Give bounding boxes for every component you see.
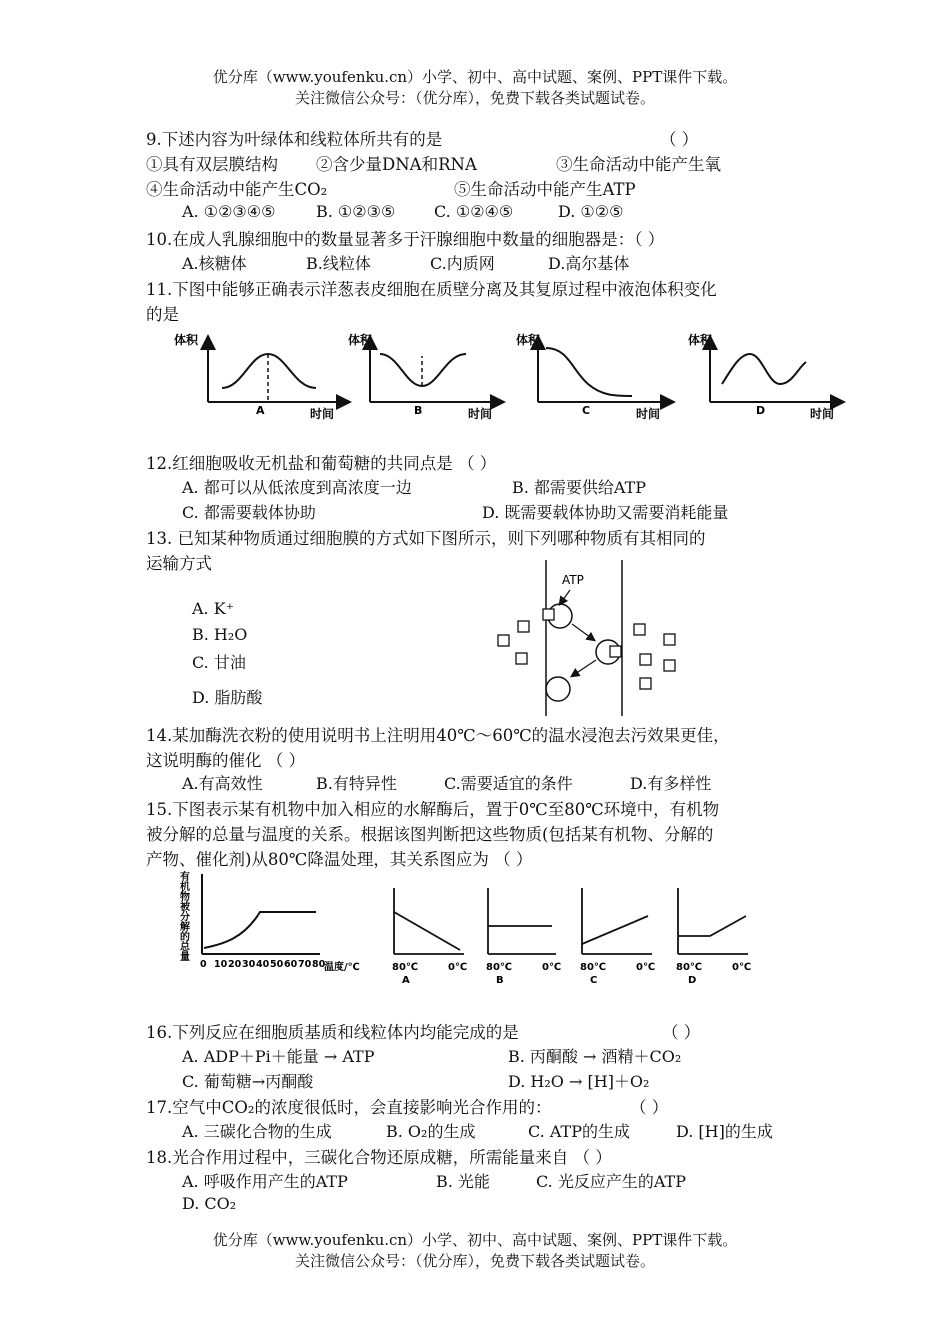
q11-graph-c [516,332,672,421]
q9-option-b: B. ①②③⑤ [316,202,396,221]
q15-a-label: A [402,975,410,986]
q10-stem: 10.在成人乳腺细胞中的数量显著多于汗腺细胞中数量的细胞器是：（ ） [146,230,665,249]
q13-option-b: B. H₂O [192,625,248,644]
q15-xtick: 30 [242,959,256,970]
q11-d-ylabel: 体积 [688,333,713,347]
q10-option-d: D.高尔基体 [548,254,630,273]
q11-a-curve [222,354,316,388]
q16-stem: 16.下列反应在细胞质基质和线粒体内均能完成的是 [146,1023,519,1042]
q15-c-line [582,916,648,944]
header-line-1: 优分库（www.youfenku.cn）小学、初中、高中试题、案例、PPT课件下载。 [212,68,738,86]
q12-option-c: C. 都需要载体协助 [182,503,316,522]
q13-membrane-diagram [490,558,690,718]
q10-option-a: A.核糖体 [182,254,247,273]
q9-stem: 9.下述内容为叶绿体和线粒体所共有的是 [146,130,443,149]
q13-option-d: D. 脂肪酸 [192,688,263,707]
q11-c-ylabel: 体积 [516,333,541,347]
q15-graph-c [580,888,655,986]
q9-item-4: ④生命活动中能产生CO₂ [146,180,328,199]
q17-option-d: D. [H]的生成 [676,1122,773,1141]
q15-a-x-left: 80℃ [392,962,419,973]
footer-line-2: 关注微信公众号：（优分库），免费下载各类试题试卷。 [294,1252,655,1270]
q15-xtick: 0 [200,959,207,970]
q11-c-label: C [582,404,591,417]
q15-d-label: D [688,975,697,986]
q18-option-a: A. 呼吸作用产生的ATP [182,1172,348,1191]
q15-main-graph [180,870,360,973]
q15-main-ylabel [180,870,191,963]
q15-graph-d [676,888,751,986]
q9-answer-blank: （ ） [660,130,699,149]
q15-a-line [394,912,460,950]
q13-option-c: C. 甘油 [192,653,246,672]
q12-stem: 12.红细胞吸收无机盐和葡萄糖的共同点是 （ ） [146,454,497,473]
q9-option-d: D. ①②⑤ [558,202,624,221]
q9-item-2: ②含少量DNA和RNA [316,155,477,174]
q11-a-label: A [256,404,265,417]
q15-xtick: 50 [270,959,284,970]
q11-stem-line-1: 11.下图中能够正确表示洋葱表皮细胞在质壁分离及其复原过程中液泡体积变化 [146,280,717,299]
q16-option-a: A. ADP＋Pi＋能量 → ATP [182,1047,375,1066]
q9-option-c: C. ①②④⑤ [434,202,514,221]
q9-item-5: ⑤生命活动中能产生ATP [454,180,636,199]
q11-b-curve [380,354,466,386]
q15-c-label: C [590,975,598,986]
q16-option-c: C. 葡萄糖→丙酮酸 [182,1072,314,1091]
footer-line-1: 优分库（www.youfenku.cn）小学、初中、高中试题、案例、PPT课件下载。 [212,1231,738,1249]
q14-option-c: C.需要适宜的条件 [444,774,573,793]
q11-d-curve [722,354,806,384]
q12-option-d: D. 既需要载体协助又需要消耗能量 [482,503,729,522]
q16-option-b: B. 丙酮酸 → 酒精＋CO₂ [508,1047,682,1066]
q14-stem-line-2: 这说明酶的催化 （ ） [146,751,305,770]
header-line-2: 关注微信公众号：（优分库），免费下载各类试题试卷。 [294,89,655,107]
q15-d-x-right: 0℃ [732,962,752,973]
q10-option-c: C.内质网 [430,254,495,273]
q14-option-a: A.有高效性 [182,774,263,793]
q14-option-b: B.有特异性 [316,774,397,793]
q15-main-xlabel: 温度/℃ [324,962,360,973]
q15-xtick: 40 [256,959,270,970]
q15-xtick: 60 [284,959,298,970]
q15-xtick: 70 [298,959,312,970]
q13-stem-line-1: 13. 已知某种物质通过细胞膜的方式如下图所示，则下列哪种物质有其相同的 [146,529,706,548]
q16-option-d: D. H₂O → [H]＋O₂ [508,1072,650,1091]
q15-ylabel-char: 分 [180,912,190,923]
q15-main-curve [204,912,316,948]
q15-stem-line-3: 产物、催化剂)从80℃降温处理，其关系图应为 （ ） [146,850,533,869]
q15-graph-b [486,888,561,986]
q15-stem-line-2: 被分解的总量与温度的关系。根据该图判断把这些物质(包括某有机物、分解的 [146,825,714,844]
q15-a-x-right: 0℃ [448,962,468,973]
q10-option-b: B.线粒体 [306,254,371,273]
q12-option-b: B. 都需要供给ATP [512,478,647,497]
q11-stem-line-2: 的是 [146,305,179,324]
q15-b-label: B [496,975,504,986]
q11-a-ylabel: 体积 [174,333,199,347]
atp-label: ATP [562,573,584,587]
q15-ylabel-char: 量 [180,952,190,963]
q17-stem: 17.空气中CO₂的浓度很低时，会直接影响光合作用的： [146,1098,552,1117]
q15-ylabel-char: 被 [180,902,190,913]
q11-graph-a [174,332,348,421]
q14-option-d: D.有多样性 [630,774,712,793]
q15-ylabel-char: 物 [180,892,190,903]
q15-c-x-right: 0℃ [636,962,656,973]
q11-b-xlabel: 时间 [468,407,493,421]
q15-graphs [172,866,772,988]
q15-ylabel-char: 解 [180,922,190,933]
q15-stem-line-1: 15.下图表示某有机物中加入相应的水解酶后，置于0℃至80℃环境中，有机物 [146,800,720,819]
q15-ylabel-char: 有 [180,872,190,883]
q11-b-ylabel: 体积 [348,333,373,347]
q17-option-c: C. ATP的生成 [528,1122,630,1141]
q18-stem: 18.光合作用过程中，三碳化合物还原成糖，所需能量来自 （ ） [146,1148,612,1167]
q15-xtick: 10 [214,959,228,970]
q15-ylabel-char: 总 [180,942,190,953]
q17-answer-blank: （ ） [630,1098,669,1117]
q15-d-x-left: 80℃ [676,962,703,973]
q15-xtick: 80 [312,959,326,970]
q16-answer-blank: （ ） [662,1023,701,1042]
q11-b-label: B [414,404,423,417]
q15-ylabel-char: 的 [180,932,190,943]
q11-a-xlabel: 时间 [310,407,335,421]
q9-item-1: ①具有双层膜结构 [146,155,278,174]
q12-option-a: A. 都可以从低浓度到高浓度一边 [182,478,412,497]
q15-xtick: 20 [228,959,242,970]
q13-stem-line-2: 运输方式 [146,554,212,573]
q11-graphs [170,326,860,426]
q17-option-b: B. O₂的生成 [386,1122,476,1141]
q13-option-a: A. K⁺ [192,599,235,618]
q15-c-x-left: 80℃ [580,962,607,973]
carrier-circle-bottom [546,677,570,701]
q15-main-xticks [200,959,326,970]
q11-d-label: D [756,404,766,417]
q18-option-b: B. 光能 [436,1172,490,1191]
q18-option-c: C. 光反应产生的ATP [536,1172,686,1191]
q15-graph-a [392,888,467,986]
q15-b-x-left: 80℃ [486,962,513,973]
q9-option-a: A. ①②③④⑤ [182,202,276,221]
q11-graph-d [688,332,842,421]
q11-d-xlabel: 时间 [810,407,835,421]
q15-ylabel-char: 机 [180,882,190,893]
q18-option-d: D. CO₂ [182,1194,237,1213]
q15-d-line [678,916,746,936]
q15-b-x-right: 0℃ [542,962,562,973]
q9-item-3: ③生命活动中能产生氧 [556,155,721,174]
q11-graph-b [348,332,502,421]
q17-option-a: A. 三碳化合物的生成 [182,1122,332,1141]
q11-c-xlabel: 时间 [636,407,661,421]
q14-stem-line-1: 14.某加酶洗衣粉的使用说明书上注明用40℃～60℃的温水浸泡去污效果更佳， [146,726,730,745]
q11-c-curve [546,348,632,396]
